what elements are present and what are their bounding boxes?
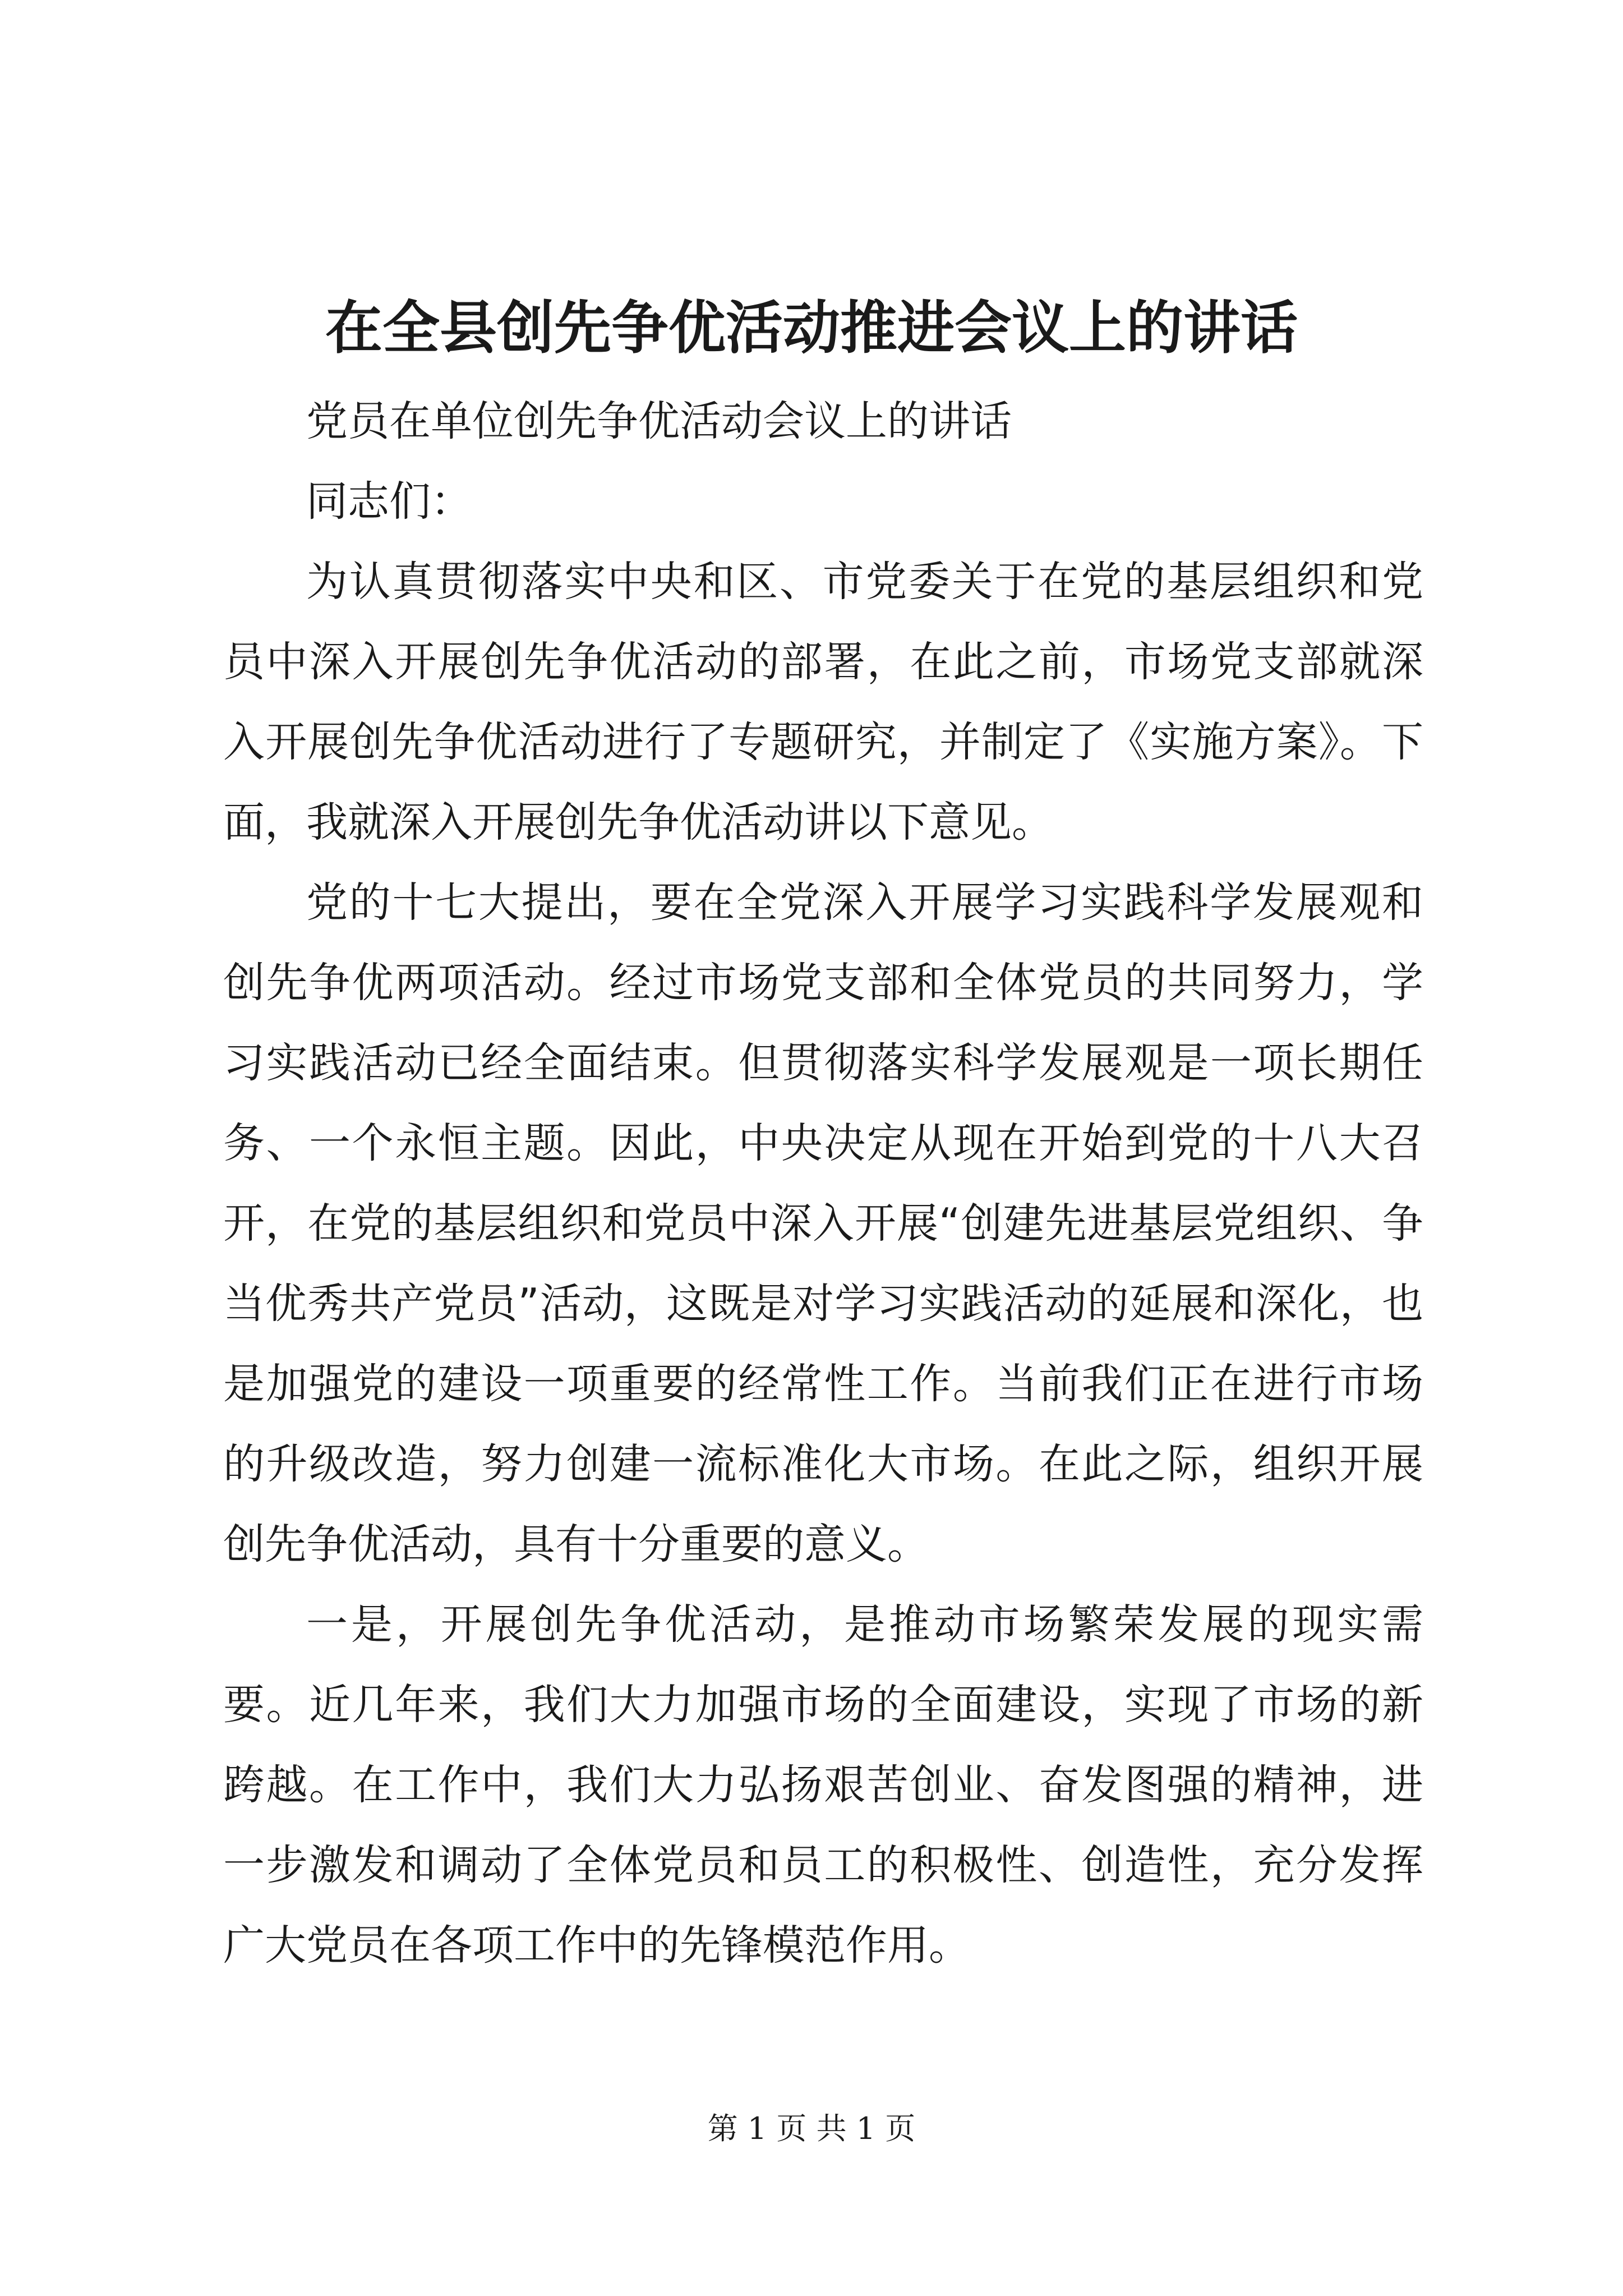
- page-number-footer: 第 1 页 共 1 页: [707, 2111, 916, 2146]
- subtitle-paragraph: 党员在单位创先争优活动会议上的讲话: [306, 397, 1012, 445]
- salutation-paragraph: 同志们：: [306, 477, 472, 526]
- body-paragraph: 一是，开展创先争优活动，是推动市场繁荣发展的现实需要。近几年来，我们大力加强市场的全面建设，实现了市场的新跨越。在工作中，我们大力弘扬艰苦创业、奋发图强的精神，进一步激发和调动了全体党员和员工的积极性、创造性，充分发挥广大党员在各项工作中的先锋模范作用。: [223, 1600, 1423, 1970]
- body-paragraph: 为认真贯彻落实中央和区、市党委关于在党的基层组织和党员中深入开展创先争优活动的部署，在此之前，市场党支部就深入开展创先争优活动进行了专题研究，并制定了《实施方案》。下面，我就深入开展创先争优活动讲以下意见。: [223, 558, 1423, 846]
- document-body: [223, 381, 1423, 1986]
- body-paragraph: 党的十七大提出，要在全党深入开展学习实践科学发展观和创先争优两项活动。经过市场党支部和全体党员的共同努力，学习实践活动已经全面结束。但贯彻落实科学发展观是一项长期任务、一个永恒主题。因此，中央决定从现在开始到党的十八大召开，在党的基层组织和党员中深入开展“创建先进基层党组织、争当优秀共产党员”活动，这既是对学习实践活动的延展和深化，也是加强党的建设一项重要的经常性工作。当前我们正在进行市场的升级改造，努力创建一流标准化大市场。在此之际，组织开展创先争优活动，具有十分重要的意义。: [223, 878, 1423, 1568]
- document-title: 在全县创先争优活动推进会议上的讲话: [325, 295, 1298, 362]
